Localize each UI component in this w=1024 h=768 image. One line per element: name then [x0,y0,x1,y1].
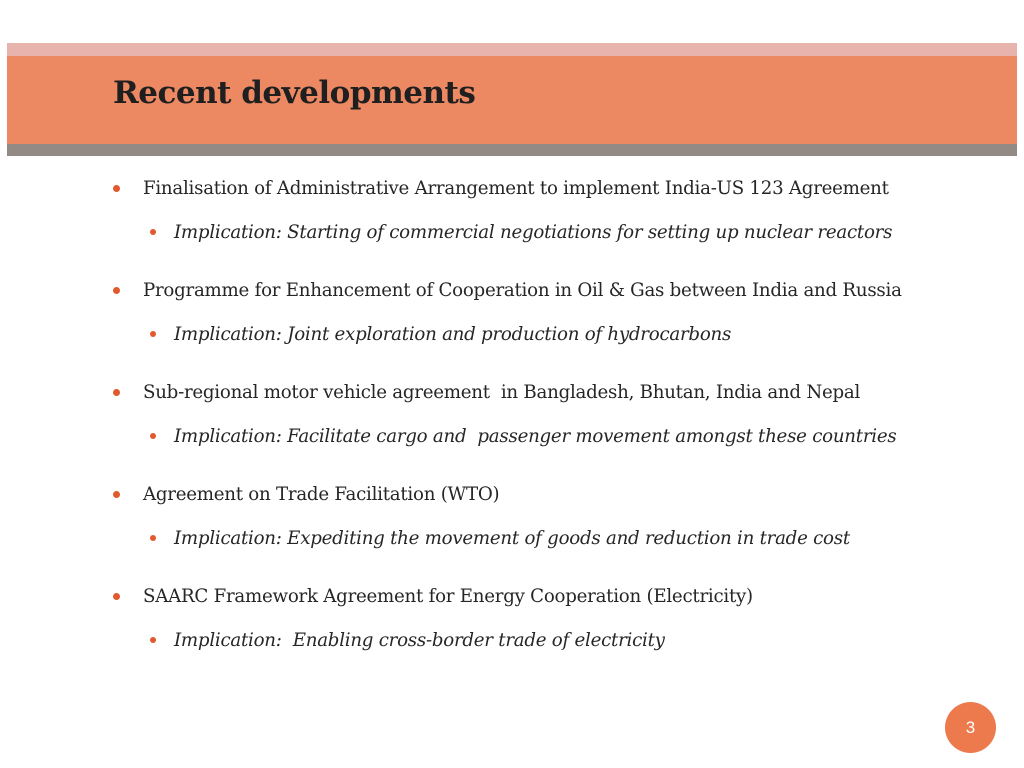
bullet-text: Finalisation of Administrative Arrangement to implement India-US 123 Agreement [143,178,889,199]
slide-title: Recent developments [113,75,476,111]
header-top-strip [7,43,1017,56]
sub-bullet-dot-icon [150,433,156,439]
sub-bullet-dot-icon [150,637,156,643]
bullet-dot-icon [113,389,120,396]
bullet-text: Programme for Enhancement of Cooperation in Oil & Gas between India and Russia [143,280,902,301]
title-band-shadow [7,144,1017,156]
bullet-text: Sub-regional motor vehicle agreement in Bangladesh, Bhutan, India and Nepal [143,382,861,403]
bullet-dot-icon [113,185,120,192]
implication-text: Implication: Facilitate cargo and passenger movement amongst these countries [174,426,897,447]
page-number-badge: 3 [945,702,996,753]
sub-bullet-dot-icon [150,535,156,541]
bullet-dot-icon [113,593,120,600]
bullet-text: Agreement on Trade Facilitation (WTO) [143,484,500,505]
bullet-dot-icon [113,287,120,294]
implication-text: Implication: Enabling cross-border trade of electricity [174,630,665,651]
implication-text: Implication: Expediting the movement of goods and reduction in trade cost [174,528,850,549]
bullet-text: SAARC Framework Agreement for Energy Cooperation (Electricity) [143,586,753,607]
implication-text: Implication: Joint exploration and production of hydrocarbons [174,324,732,345]
sub-bullet-dot-icon [150,229,156,235]
sub-bullet-dot-icon [150,331,156,337]
implication-text: Implication: Starting of commercial negotiations for setting up nuclear reactors [174,222,893,243]
bullet-dot-icon [113,491,120,498]
